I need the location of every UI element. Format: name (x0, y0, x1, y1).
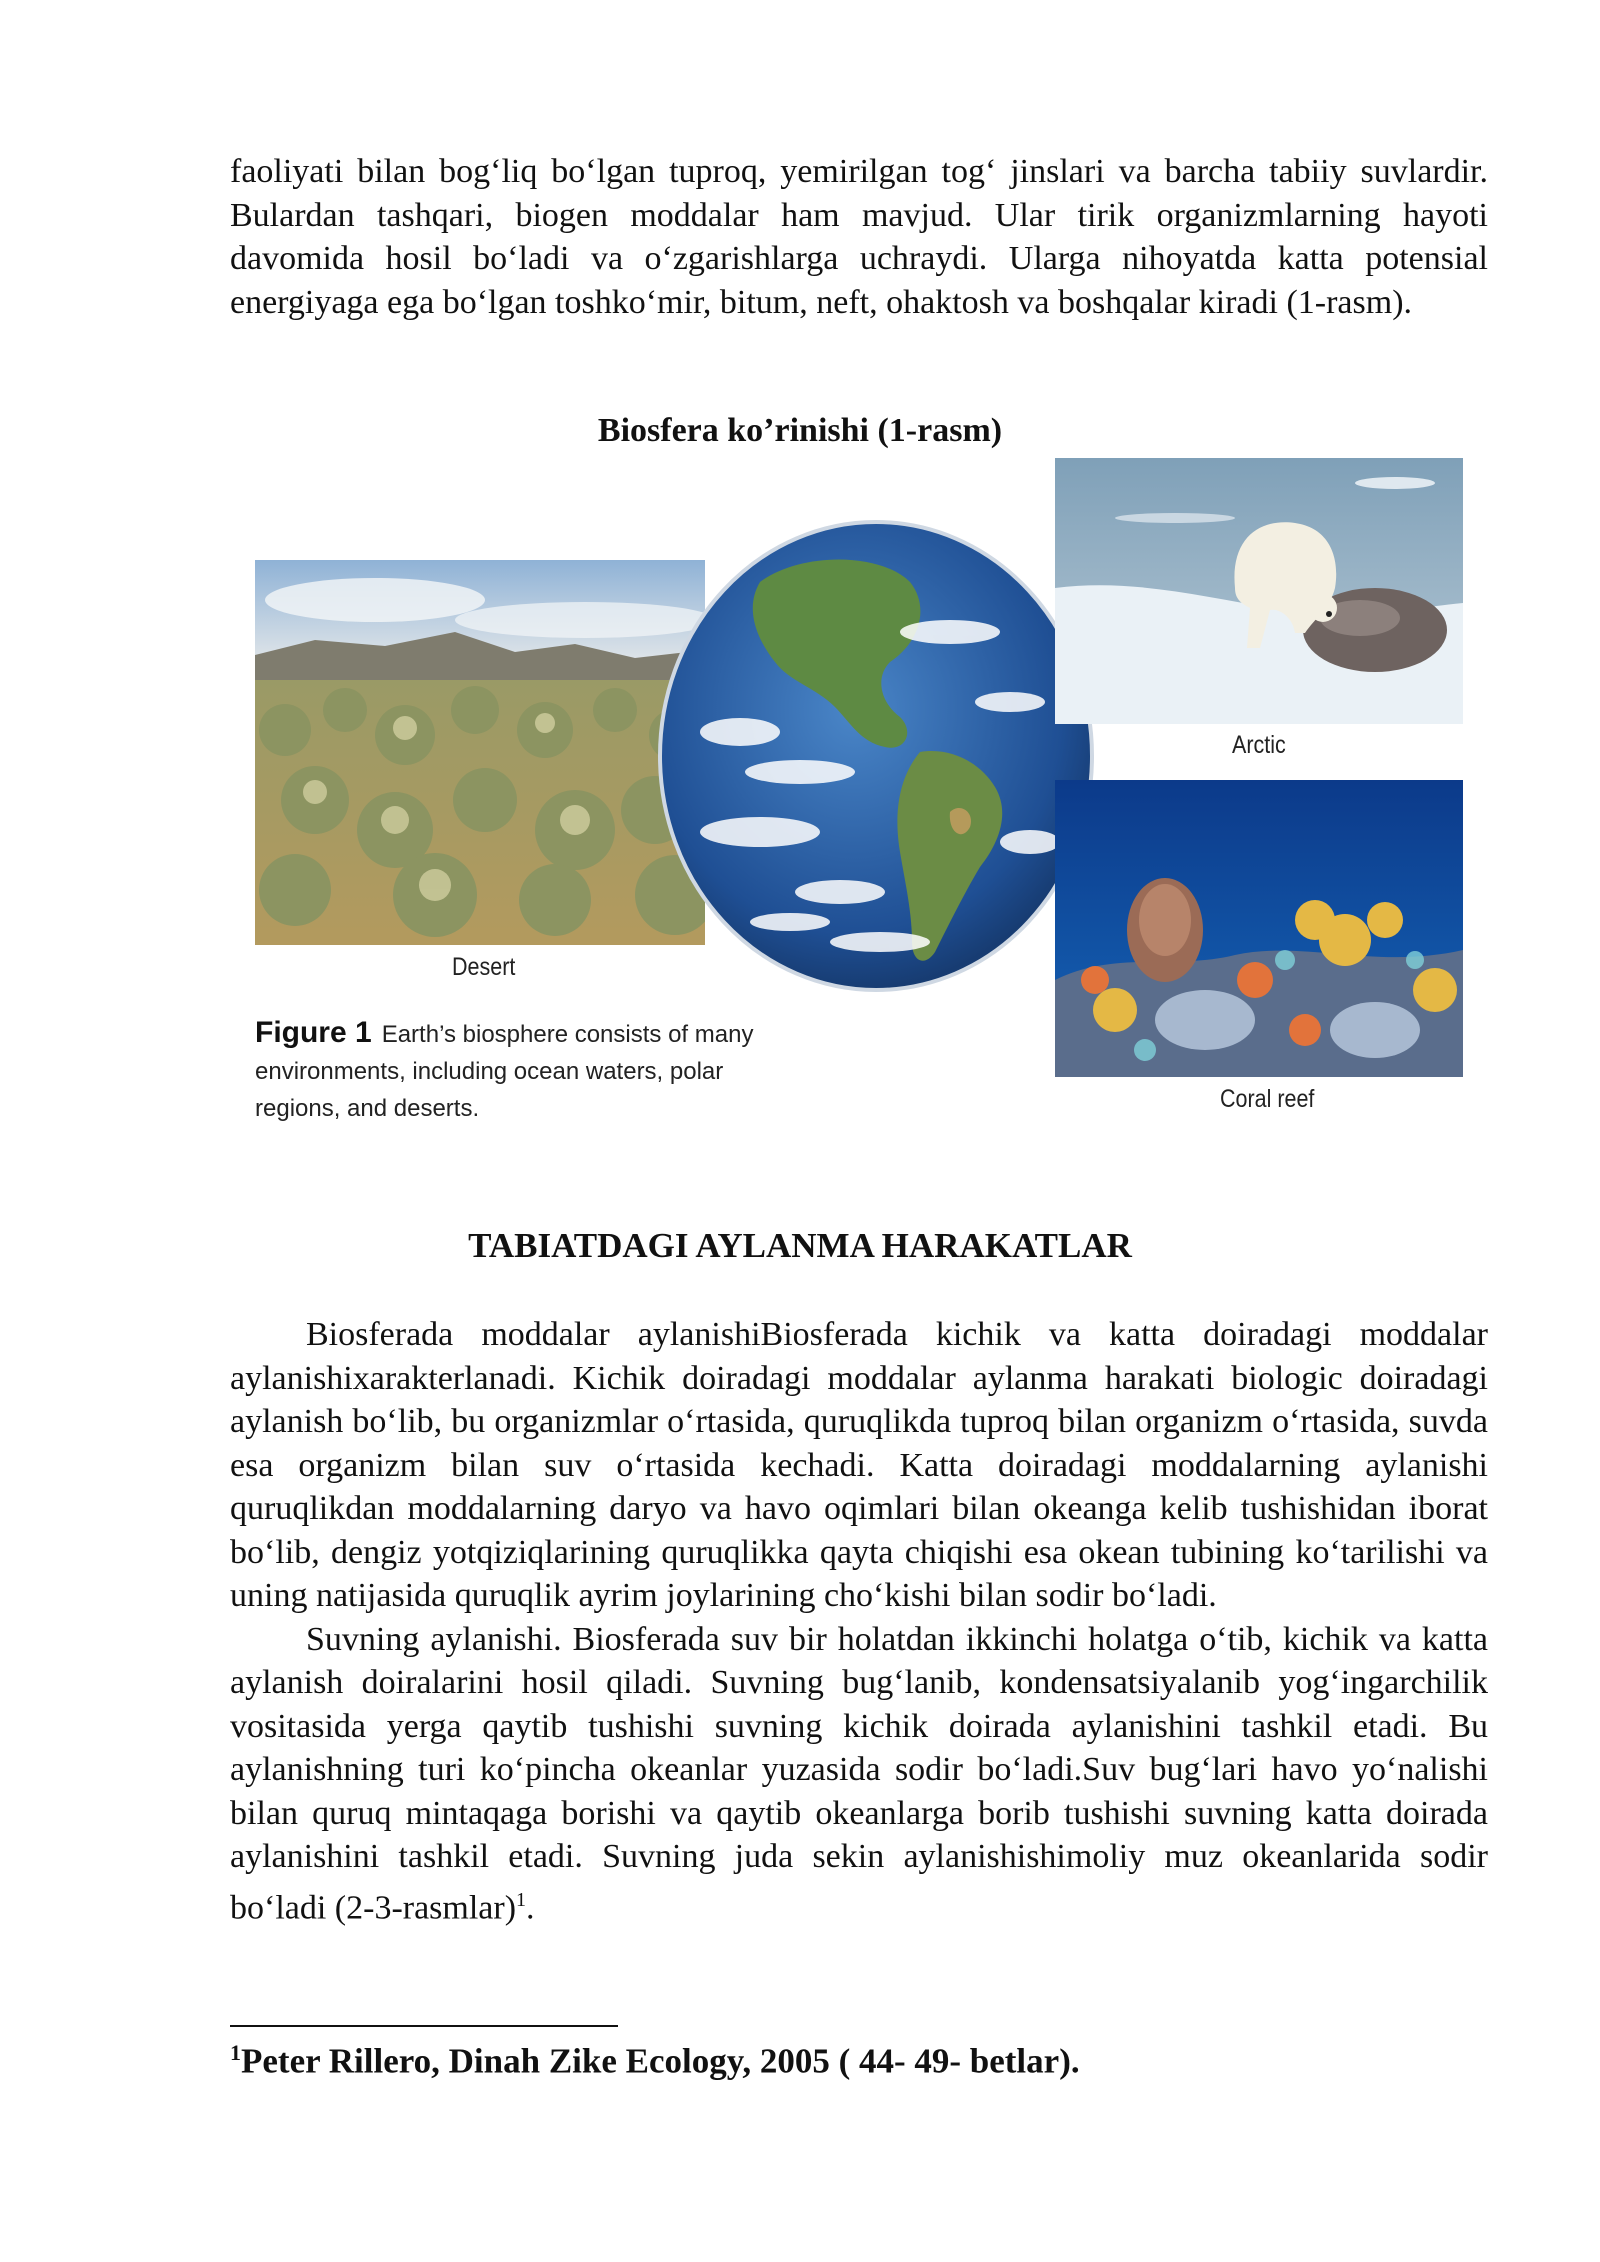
body-text (230, 1313, 1488, 1929)
coral-reef-label: Coral reef (1220, 1085, 1315, 1113)
coral-reef-photo (1055, 780, 1463, 1077)
arctic-label: Arctic (1232, 731, 1286, 759)
paragraph-water-cycle (230, 1618, 1488, 1930)
desert-photo (255, 560, 705, 945)
figure-caption-text: Earth’s biosphere consists of many environments, including ocean waters, polar regions, and deserts. (255, 1021, 754, 1122)
figure-caption-label: Figure 1 (255, 1016, 372, 1049)
footnote-text: Peter Rillero, Dinah Zike Ecology, 2005 ( 44- 49- betlar). (241, 2041, 1080, 2081)
footnote (230, 2040, 1080, 2082)
footnote-divider (230, 2025, 618, 2027)
figure-title: Biosfera ko’rinishi (1-rasm) (597, 412, 1003, 449)
section-heading: TABIATDAGI AYLANMA HARAKATLAR (468, 1226, 1132, 1265)
footnote-number: 1 (230, 2040, 241, 2065)
paragraph-water-cycle-text: Suvning aylanishi. Biosferada suv bir holatdan ikkinchi holatga o‘tib, kichik va katta aylanish doiralarini hosil qiladi. Suvning bug‘lanib, kondensatsiyalanib yog‘ingarchilik vositasida yerga qaytib tushishi suvning kichik doirada aylanishini tashkil etadi. Bu aylanishning turi ko‘pincha okeanlar yuzasida sodir bo‘ladi.Suv bug‘lari havo yo‘nalishi bilan quruq mintaqaga borishi va qaytib okeanlarga borib tushishi suvning katta doirada aylanishini tashkil etadi. Suvning juda sekin aylanishishimoliy muz okeanlarida sodir bo‘ladi (2-3-rasmlar) (230, 1620, 1488, 1926)
footnote-reference[interactable]: 1 (516, 1888, 527, 1911)
intro-paragraph: faoliyati bilan bog‘liq bo‘lgan tuproq, yemirilgan tog‘ jinslari va barcha tabiiy suvlardir. Bulardan tashqari, biogen moddalar ham mavjud. Ular tirik organizmlarning hayoti davomida hosil bo‘ladi va o‘zgarishlarga uchraydi. Ularga nihoyatda katta potensial energiyaga ega bo‘lgan toshko‘mir, bitum, neft, ohaktosh va boshqalar kiradi (1-rasm). (230, 153, 1488, 321)
arctic-photo (1055, 458, 1463, 724)
paragraph-water-cycle-end: . (526, 1888, 535, 1926)
desert-label: Desert (452, 953, 516, 981)
paragraph-nutrient-cycle: Biosferada moddalar aylanishiBiosferada kichik va katta doiradagi moddalar aylanishixarakterlanadi. Kichik doiradagi moddalar aylanma harakati biologic doiradagi aylanish bo‘lib, bu organizmlar o‘rtasida, quruqlikda tuproq bilan organizm o‘rtasida, suvda esa organizm bilan suv o‘rtasida kechadi. Katta doiradagi moddalarning aylanishi quruqlikdan moddalarning daryo va havo oqimlari bilan okeanga kelib tushishidan iborat bo‘lib, dengiz yotqiziqlarining quruqlikka qayta chiqishi esa okean tubining ko‘tarilishi va uning natijasida quruqlik ayrim joylarining cho‘kishi bilan sodir bo‘ladi. (230, 1316, 1488, 1614)
figure-caption (255, 1014, 775, 1127)
earth-globe (650, 512, 1102, 1000)
